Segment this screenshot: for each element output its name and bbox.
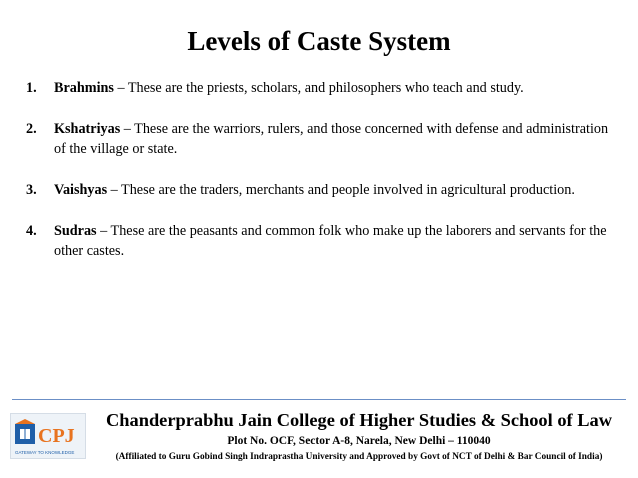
logo-roof-icon [15, 419, 35, 424]
list-item-description: – These are the traders, merchants and people involved in agricultural production. [107, 182, 575, 198]
list-item [26, 119, 616, 159]
list-item-term: Sudras [54, 223, 97, 239]
list-item-description: – These are the priests, scholars, and philosophers who teach and study. [113, 80, 524, 96]
list-item-description: – These are the warriors, rulers, and those concerned with defense and administration of the village or state. [54, 121, 609, 157]
caste-levels-list [26, 78, 616, 282]
list-item-body [54, 119, 616, 159]
footer-divider [12, 399, 626, 400]
logo-text: CPJ [38, 425, 75, 447]
slide-title: Levels of Caste System [187, 26, 451, 56]
list-item-number: 3. [26, 182, 37, 198]
logo-graphic [11, 414, 85, 458]
college-name: Chanderprabhu Jain College of Higher Studies & School of Law [106, 410, 612, 430]
list-item-number: 4. [26, 223, 37, 239]
logo-tagline: GATEWAY TO KNOWLEDGE [15, 450, 75, 455]
list-item-number: 2. [26, 121, 37, 137]
list-item-term: Brahmins [54, 80, 114, 96]
list-item-number: 1. [26, 80, 37, 96]
list-item-term: Kshatriyas [54, 121, 121, 137]
list-item-body [54, 221, 616, 261]
college-address: Plot No. OCF, Sector A-8, Narela, New Delhi – 110040 [227, 435, 491, 447]
list-item [26, 78, 616, 98]
list-item-body [54, 180, 616, 200]
list-item-body [54, 78, 616, 98]
list-item-term: Vaishyas [54, 182, 108, 198]
college-logo [10, 413, 86, 459]
college-affiliation: (Affiliated to Guru Gobind Singh Indraprastha University and Approved by Govt of NCT of Delhi & Bar Council of India) [115, 452, 603, 462]
footer [90, 408, 628, 464]
list-item-description: – These are the peasants and common folk who make up the laborers and servants for the other castes. [54, 223, 607, 259]
list-item [26, 180, 616, 200]
list-item [26, 221, 616, 261]
